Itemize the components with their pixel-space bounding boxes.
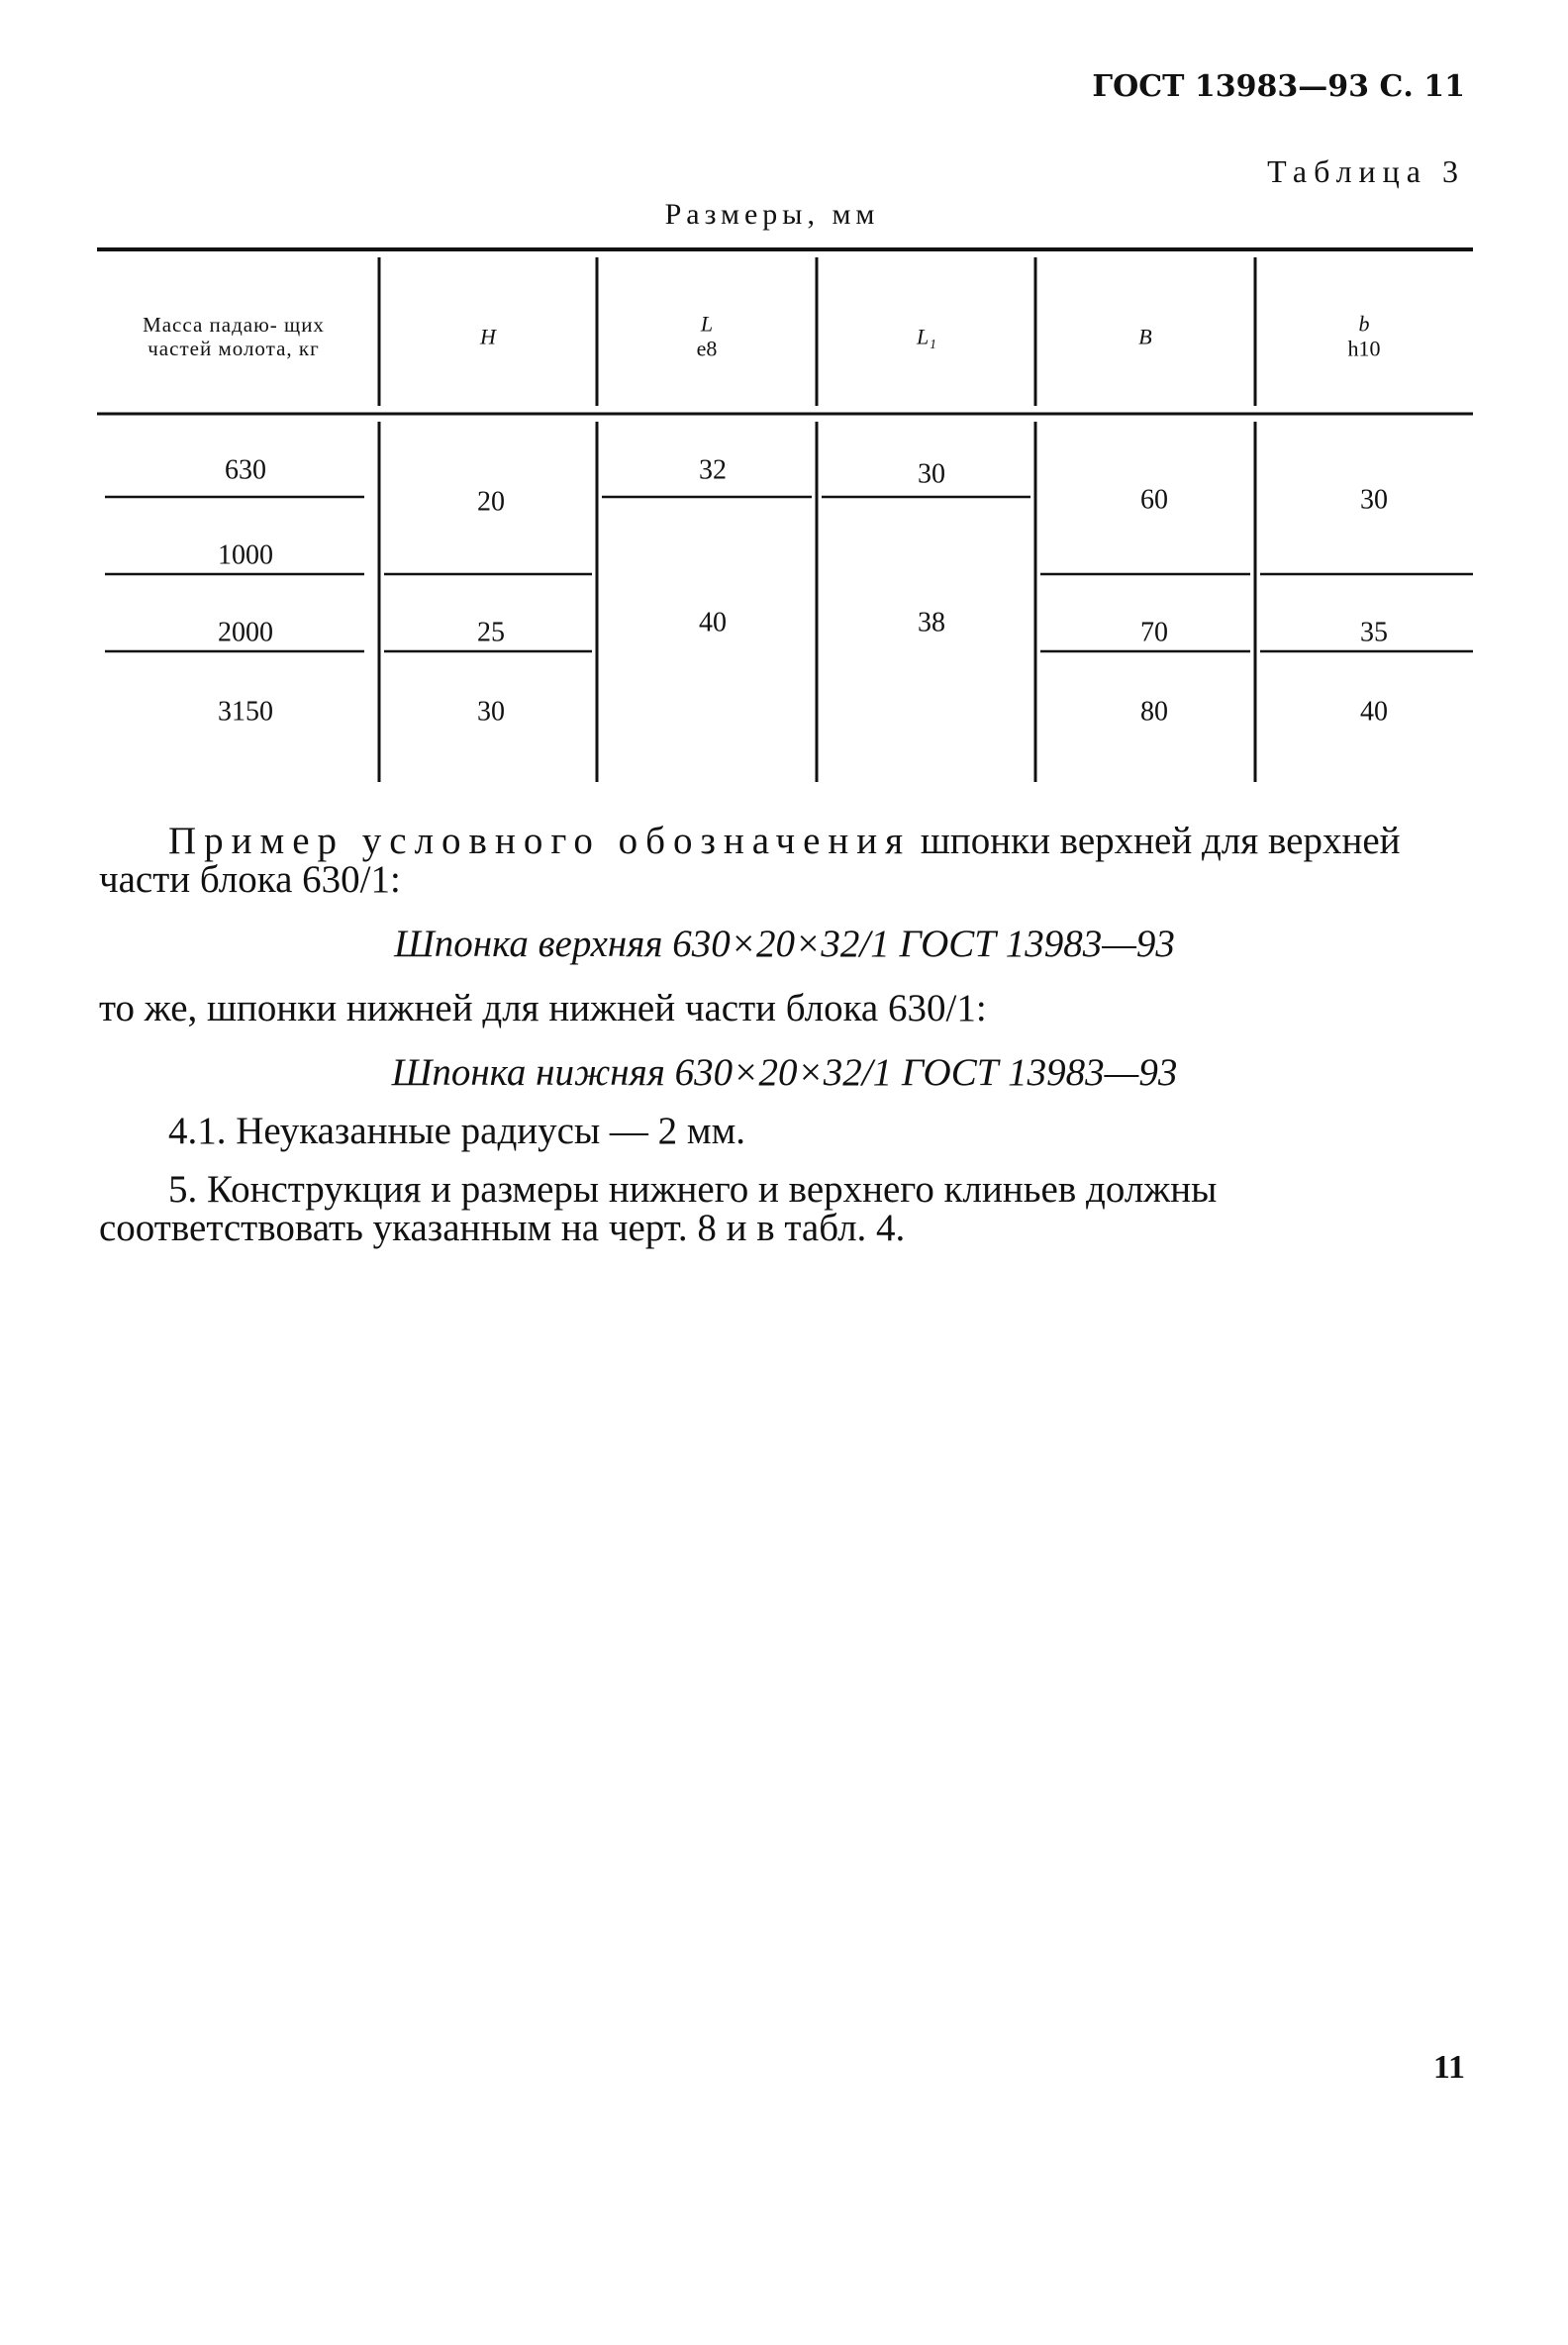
h-value: 20 [477,486,505,518]
table-label: Таблица 3 [1267,153,1465,189]
header-b-tolerance: h10 [1347,337,1381,361]
clause-4-1: 4.1. Неуказанные радиусы — 2 мм. [168,1110,746,1152]
l-value: 40 [699,607,727,638]
header-b-lower [1348,312,1381,362]
mass-value: 3150 [218,696,273,728]
mass-value: 1000 [218,539,273,571]
mass-value: 2000 [218,617,273,648]
clause-5: 5. Конструкция и размеры нижнего и верхнего клиньев должны соответствовать указанным на черт. 8 и в табл. 4. [99,1168,1218,1249]
header-b-symbol: b [1358,311,1370,337]
b-upper-value: 60 [1140,484,1168,516]
page-number: 11 [1432,2049,1465,2086]
b-lower-value: 40 [1360,696,1388,728]
example-upper-designation: Шпонка верхняя 630×20×32/1 ГОСТ 13983—93 [394,923,1175,965]
example-intro-spaced: Пример условного обозначения [168,820,912,862]
body-text [99,822,1470,1247]
header-l-tolerance: e8 [696,337,718,361]
b-upper-value: 70 [1140,617,1168,648]
l-value: 32 [699,454,727,486]
header-l-symbol: L [700,311,714,337]
b-upper-value: 80 [1140,696,1168,728]
b-lower-value: 30 [1360,484,1388,516]
header-l1: L₁ [917,324,936,349]
dimensions-table [97,247,1473,792]
l1-value: 38 [918,607,945,638]
header-b-upper: B [1138,324,1152,349]
example-intro-rest: шпонки верхней для верхней части блока 630/1: [99,820,1401,901]
h-value: 25 [477,617,505,648]
example-intro [99,822,1470,899]
h-value: 30 [477,696,505,728]
same-lower-intro: то же, шпонки нижней для нижней части блока 630/1: [99,987,987,1029]
example-lower-designation: Шпонка нижняя 630×20×32/1 ГОСТ 13983—93 [391,1051,1178,1094]
header-l [697,312,718,362]
b-lower-value: 35 [1360,617,1388,648]
header-h: H [480,324,496,349]
l1-value: 30 [918,458,945,490]
header-mass: Масса падаю- щих частей молота, кг [143,312,325,360]
running-header: ГОСТ 13983—93 С. 11 [1092,69,1465,104]
mass-value: 630 [225,454,266,486]
table-units: Размеры, мм [664,198,880,231]
